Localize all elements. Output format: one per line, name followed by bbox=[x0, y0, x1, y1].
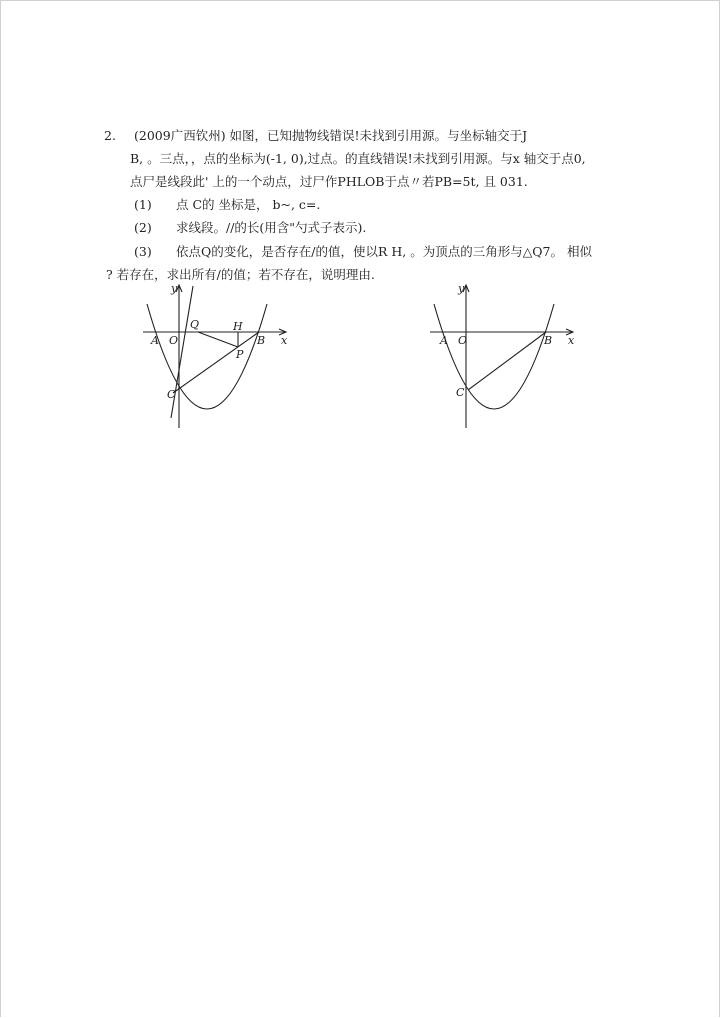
label-y: y bbox=[458, 282, 465, 295]
problem-line-2: B, 。三点，，点的坐标为(-1, 0),过点。的直线错误!未找到引用源。与x 轴交于点0, bbox=[130, 151, 586, 166]
problem-line-3: 点尸是线段此' 上的一个动点，过尸作PHLOB于点〃若PB=5t, 且 031. bbox=[130, 174, 528, 189]
label-o: O bbox=[169, 334, 179, 347]
label-x: x bbox=[568, 334, 575, 347]
figure-1 bbox=[135, 280, 315, 440]
segment-qp bbox=[198, 332, 238, 347]
figure-2 bbox=[420, 280, 600, 440]
label-h: H bbox=[233, 320, 243, 333]
subquestion-3-text: 依点Q的变化，是否存在/的值，使以R H, 。为顶点的三角形与△Q7。 相似 bbox=[176, 244, 592, 259]
label-x: x bbox=[281, 334, 288, 347]
label-p: P bbox=[236, 348, 244, 361]
label-b: B bbox=[257, 334, 266, 347]
label-o: O bbox=[458, 334, 468, 347]
label-a: A bbox=[151, 334, 159, 347]
problem-line-1: (2009广西钦州) 如图，已知抛物线错误!未找到引用源。与坐标轴交于J bbox=[134, 128, 528, 143]
label-c: C bbox=[456, 386, 465, 399]
subquestion-3-number: (3) bbox=[134, 244, 152, 259]
label-q: Q bbox=[190, 318, 200, 331]
subquestion-2-number: (2) bbox=[134, 220, 152, 235]
label-c: C bbox=[167, 388, 176, 401]
subquestion-1-number: (1) bbox=[134, 197, 152, 212]
problem-last-line: ? 若存在，求出所有/的值；若不存在，说明理由. bbox=[106, 267, 375, 282]
label-a: A bbox=[440, 334, 448, 347]
label-b: B bbox=[544, 334, 553, 347]
parabola bbox=[147, 304, 267, 409]
segment-cb bbox=[173, 332, 259, 393]
problem-number: 2. bbox=[104, 128, 116, 143]
subquestion-1-text: 点 C的 坐标是， b~, c=. bbox=[176, 197, 321, 212]
subquestion-2-text: 求线段。//的长(用含"勺式子表示). bbox=[176, 220, 367, 235]
label-y: y bbox=[171, 282, 178, 295]
parabola bbox=[434, 304, 554, 409]
